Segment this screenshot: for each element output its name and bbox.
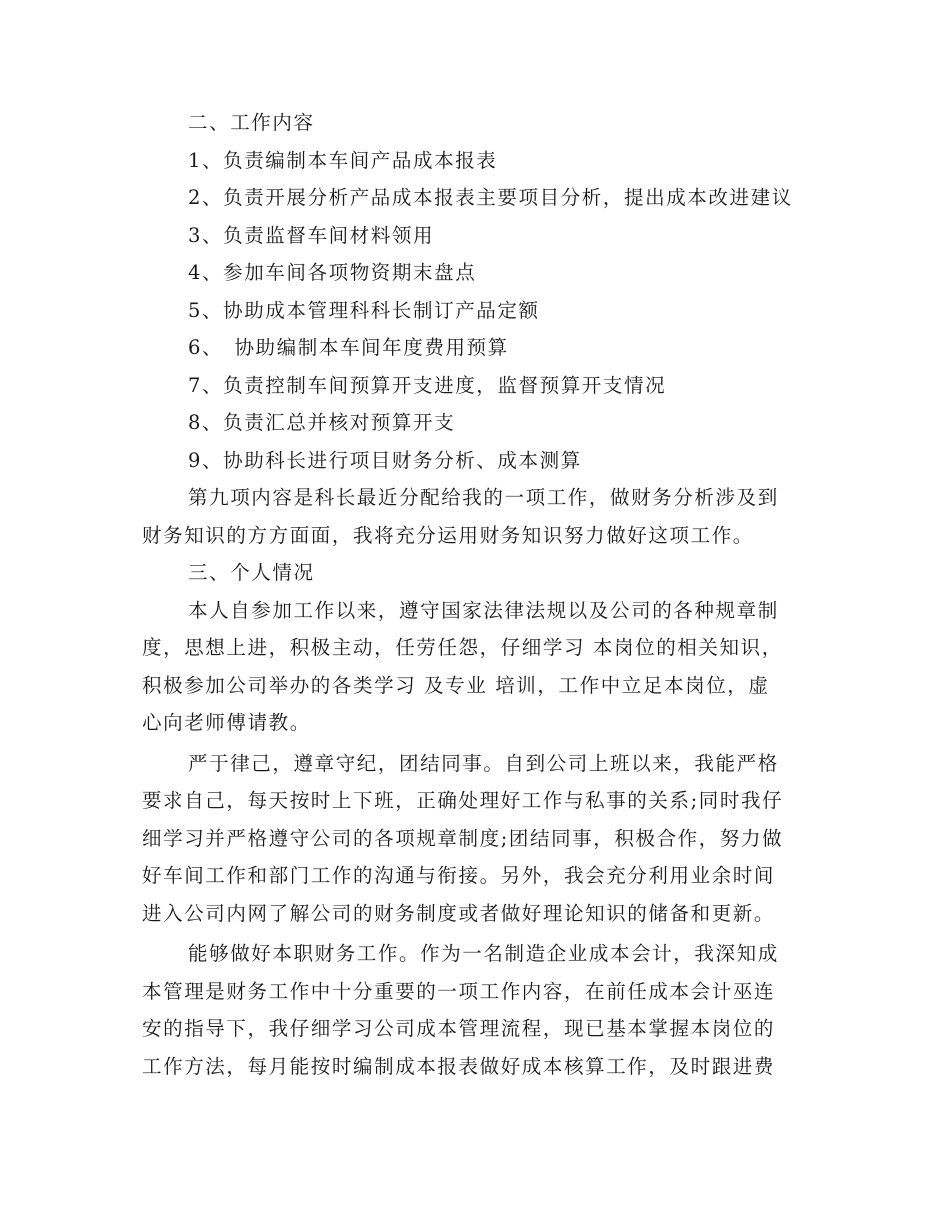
- text-line: 度，思想上进，积极主动，任劳任怨，仔细学习 本岗位的相关知识，: [142, 636, 783, 659]
- list-item: 3、负责监督车间材料领用: [188, 223, 435, 247]
- section-heading-work-content: 二、工作内容: [188, 111, 315, 134]
- text-line: 严于律己，遵章守纪，团结同事。自到公司上班以来，我能严格: [188, 751, 779, 775]
- section-heading-personal: 三、个人情况: [188, 561, 315, 584]
- list-item: 4、参加车间各项物资期末盘点: [188, 261, 477, 284]
- text-line: 财务知识的方方面面，我将充分运用财务知识努力做好这项工作。: [142, 523, 754, 547]
- document-page: [142, 104, 810, 1085]
- text-line: 心向老师傅请教。: [142, 711, 311, 734]
- text-line: 能够做好本职财务工作。作为一名制造企业成本会计，我深知成: [188, 942, 779, 965]
- text-line: 进入公司内网了解公司的财务制度或者做好理论知识的储备和更新。: [142, 901, 776, 925]
- list-item: 1、负责编制本车间产品成本报表: [188, 148, 498, 172]
- text-line: 本人自参加工作以来，遵守国家法律法规以及公司的各种规章制: [188, 598, 779, 622]
- text-line: 安的指导下，我仔细学习公司成本管理流程，现已基本掌握本岗位的: [142, 1017, 776, 1040]
- list-item: 5、协助成本管理科科长制订产品定额: [188, 298, 540, 322]
- text-line: 积极参加公司举办的各类学习 及专业 培训，工作中立足本岗位，虚: [142, 673, 770, 697]
- text-line: 要求自己，每天按时上下班，正确处理好工作与私事的关系;同时我仔: [142, 789, 784, 812]
- list-item: 6、 协助编制本车间年度费用预算: [188, 336, 509, 359]
- list-item: 2、负责开展分析产品成本报表主要项目分析，提出成本改进建议: [188, 186, 793, 209]
- text-line: 第九项内容是科长最近分配给我的一项工作，做财务分析涉及到: [188, 486, 779, 509]
- text-line: 好车间工作和部门工作的沟通与衔接。另外，我会充分利用业余时间: [142, 864, 776, 887]
- list-item: 7、负责控制车间预算开支进度，监督预算开支情况: [188, 373, 667, 397]
- paragraph-discipline: [142, 745, 810, 933]
- paragraph-finance-work: [142, 935, 810, 1085]
- list-item: 9、协助科长进行项目财务分析、成本测算: [188, 448, 582, 472]
- text-line: 本管理是财务工作中十分重要的一项工作内容，在前任成本会计巫连: [142, 979, 776, 1003]
- text-line: 工作方法，每月能按时编制成本报表做好成本核算工作，及时跟进费: [142, 1054, 776, 1078]
- text-line: 细学习并严格遵守公司的各项规章制度;团结同事，积极合作，努力做: [142, 826, 784, 850]
- list-item: 8、负责汇总并核对预算开支: [188, 411, 456, 434]
- paragraph-personal-intro: [142, 592, 810, 742]
- paragraph-item-nine-note: [142, 479, 810, 554]
